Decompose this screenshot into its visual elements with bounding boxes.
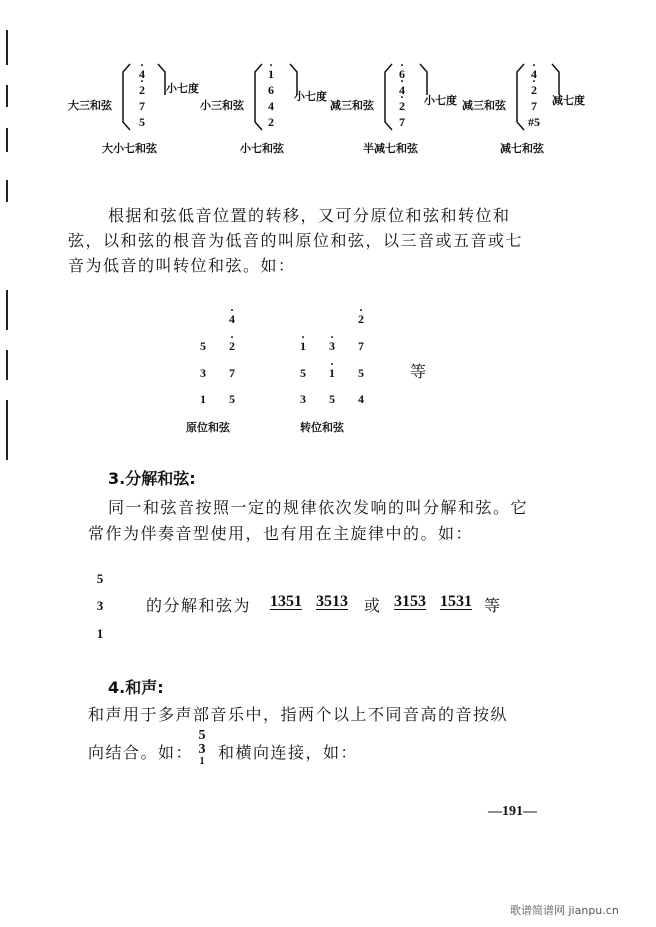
harmony-note: 5: [198, 728, 206, 743]
arp-text: 的分解和弦为: [146, 596, 252, 615]
arp-sequence: 3153: [394, 593, 426, 610]
chord-left-label: 小三和弦: [200, 99, 244, 112]
paragraph-line: 向结合。如：: [88, 743, 194, 762]
chord-note: · 2: [397, 100, 407, 112]
chord-note: · 2: [137, 84, 147, 96]
inv-note: · 1: [298, 340, 308, 352]
binding-mark: [6, 85, 8, 107]
inv-note: 1: [200, 392, 206, 406]
binding-mark: [6, 350, 8, 380]
chord-caption: 小七和弦: [240, 142, 284, 155]
chord-note: 5: [139, 115, 145, 129]
harmony-note: 1: [199, 756, 205, 767]
chord-note: 6: [268, 83, 274, 97]
chord-note: · 2: [529, 84, 539, 96]
binding-mark: [6, 30, 8, 65]
arp-sequence: 1531: [440, 593, 472, 610]
paragraph-line: 根据和弦低音位置的转移，又可分原位和弦和转位和: [108, 206, 511, 225]
chord-left-label: 减三和弦: [330, 99, 374, 112]
binding-mark: [6, 290, 8, 330]
chord-right-label: 小七度: [294, 90, 327, 103]
inv-etc: 等: [410, 362, 428, 381]
arp-stack-note: 5: [96, 571, 104, 586]
inv-note: · 1: [327, 367, 337, 379]
chord-note: · 6: [397, 68, 407, 80]
inv-note: 5: [358, 366, 364, 380]
chord-right-label: 小七度: [424, 94, 457, 107]
inv-note: 4: [358, 392, 364, 406]
harmony-note: 3: [198, 742, 206, 757]
chord-left-label: 减三和弦: [462, 99, 506, 112]
paragraph-line: 弦，以和弦的根音为低音的叫原位和弦，以三音或五音或七: [68, 231, 524, 250]
binding-mark: [6, 180, 8, 202]
chord-note: 4: [268, 99, 274, 113]
page-number: —191—: [488, 804, 537, 819]
paragraph-line: 和声用于多声部音乐中，指两个以上不同音高的音按纵: [88, 705, 509, 724]
chord-note: 7: [531, 99, 537, 113]
inv-note: · 2: [356, 313, 366, 325]
chord-note: 7: [139, 99, 145, 113]
paragraph-line: 同一和弦音按照一定的规律依次发响的叫分解和弦。它: [108, 498, 529, 517]
paragraph-line: 音为低音的叫转位和弦。如：: [68, 256, 296, 275]
chord-caption: 大小七和弦: [102, 142, 157, 155]
inv-note: · 3: [327, 340, 337, 352]
inversion-caption: 转位和弦: [300, 421, 344, 434]
chord-caption: 半减七和弦: [363, 142, 418, 155]
chord-left-label: 大三和弦: [68, 99, 112, 112]
binding-mark: [6, 128, 8, 152]
arp-or: 或: [364, 596, 382, 615]
binding-mark: [6, 400, 8, 460]
root-position-caption: 原位和弦: [186, 421, 230, 434]
chord-note: · 4: [529, 68, 539, 80]
inv-note: 3: [300, 392, 306, 406]
inv-note: 5: [300, 366, 306, 380]
chord-note: · 4: [397, 84, 407, 96]
inv-note: 5: [229, 392, 235, 406]
chord-note: · 1: [266, 68, 276, 80]
arp-stack-note: 1: [96, 626, 104, 641]
chord-note: #5: [528, 115, 540, 129]
chord-caption: 减七和弦: [500, 142, 544, 155]
inv-note: · 2: [227, 340, 237, 352]
watermark: 歌谱简谱网 jianpu.cn: [510, 904, 619, 917]
section-heading: 3.分解和弦:: [108, 469, 196, 488]
paragraph-line: 和横向连接，如：: [218, 743, 359, 762]
arp-etc: 等: [484, 596, 502, 615]
arp-stack-note: 3: [96, 598, 104, 613]
inv-note: 5: [200, 339, 206, 353]
arp-sequence: 1351: [270, 593, 302, 610]
bracket-icon: [120, 60, 180, 135]
chord-note: · 4: [137, 68, 147, 80]
chord-note: 7: [399, 115, 405, 129]
chord-right-label: 减七度: [552, 94, 585, 107]
inv-note: 7: [229, 366, 235, 380]
inv-note: 7: [358, 339, 364, 353]
inv-note: 3: [200, 366, 206, 380]
paragraph-line: 常作为伴奏音型使用，也有用在主旋律中的。如：: [88, 524, 474, 543]
chord-right-label: 小七度: [166, 82, 199, 95]
chord-note: 2: [268, 115, 274, 129]
arp-sequence: 3513: [316, 593, 348, 610]
inv-note: · 4: [227, 313, 237, 325]
inv-note: 5: [329, 392, 335, 406]
section-heading: 4.和声:: [108, 678, 164, 697]
